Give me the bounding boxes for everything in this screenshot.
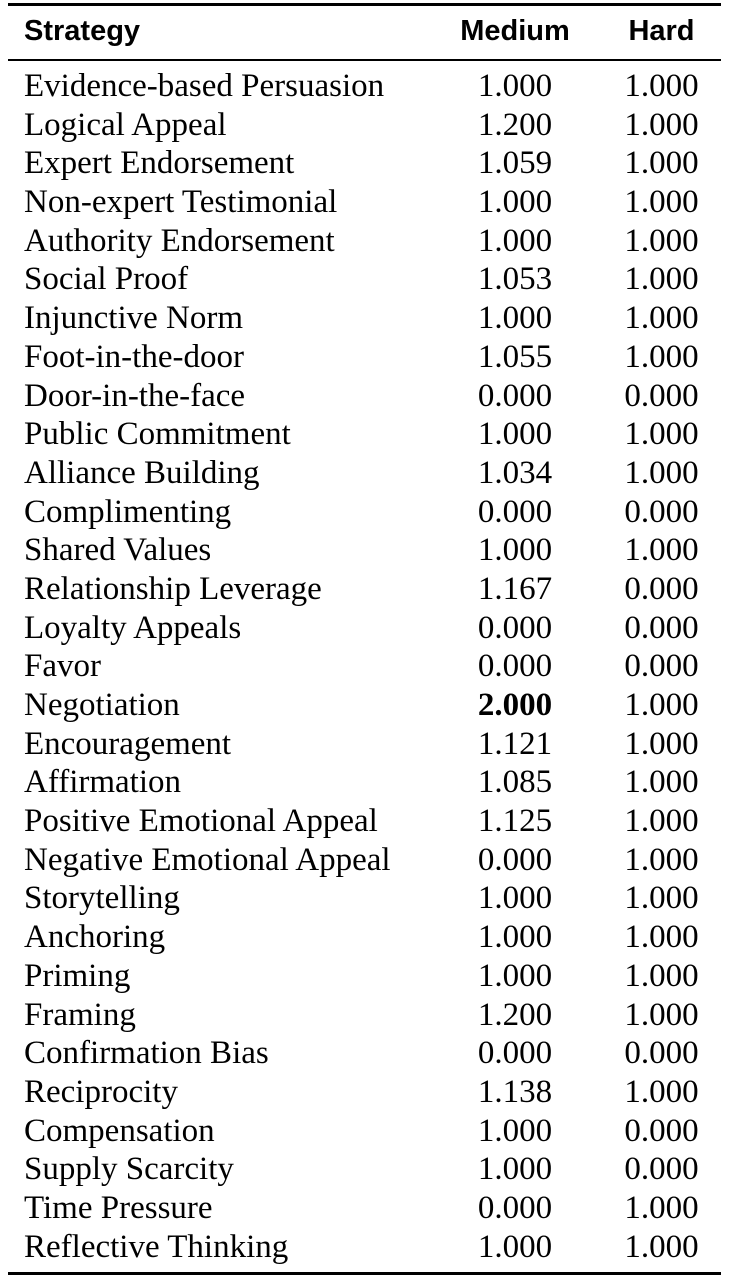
table-row: [0, 493, 729, 532]
table-row: [0, 841, 729, 880]
cell-medium: 1.125: [477, 803, 553, 840]
cell-hard: 1.000: [624, 725, 699, 762]
table-body: [0, 67, 729, 1266]
cell-medium: 0.000: [477, 841, 553, 878]
header-hard: Hard: [628, 15, 695, 47]
table-row: [0, 1034, 729, 1073]
cell-medium: 0.000: [477, 377, 553, 414]
cell-hard: 1.000: [624, 145, 699, 182]
table-header-rule: [8, 59, 721, 61]
cell-strategy: Confirmation Bias: [24, 1035, 269, 1072]
cell-medium: 1.121: [477, 725, 553, 762]
cell-strategy: Loyalty Appeals: [24, 609, 242, 646]
table-row: [0, 686, 729, 725]
cell-strategy: Door-in-the-face: [24, 377, 246, 414]
cell-medium: 0.000: [477, 493, 553, 530]
cell-hard: 1.000: [624, 416, 699, 453]
cell-medium: 1.000: [477, 1112, 553, 1149]
table-row: [0, 260, 729, 299]
table-row: [0, 570, 729, 609]
cell-strategy: Framing: [24, 996, 136, 1033]
cell-medium: 1.000: [477, 184, 553, 221]
cell-medium: 0.000: [477, 609, 553, 646]
cell-hard: 1.000: [624, 841, 699, 878]
cell-medium: 1.053: [477, 261, 553, 298]
table-row: [0, 879, 729, 918]
cell-strategy: Reciprocity: [24, 1073, 178, 1110]
cell-hard: 1.000: [624, 68, 699, 104]
cell-strategy: Non-expert Testimonial: [24, 184, 338, 221]
table-row: [0, 996, 729, 1035]
cell-hard: 0.000: [624, 1035, 699, 1072]
table-row: [0, 1073, 729, 1112]
cell-medium: 1.000: [477, 880, 553, 917]
cell-strategy: Storytelling: [24, 880, 180, 917]
cell-hard: 1.000: [624, 996, 699, 1033]
cell-hard: 1.000: [624, 919, 699, 956]
cell-medium: 0.000: [477, 1035, 553, 1072]
table-row: [0, 377, 729, 416]
cell-hard: 0.000: [624, 1112, 699, 1149]
cell-hard: 1.000: [624, 532, 699, 569]
cell-strategy: Foot-in-the-door: [24, 338, 244, 375]
table-row: [0, 106, 729, 145]
cell-hard: 1.000: [624, 261, 699, 298]
cell-hard: 0.000: [624, 570, 699, 607]
cell-strategy: Compensation: [24, 1112, 215, 1149]
cell-hard: 1.000: [624, 338, 699, 375]
cell-strategy: Positive Emotional Appeal: [24, 803, 378, 840]
cell-strategy: Expert Endorsement: [24, 145, 295, 182]
header-medium: Medium: [460, 15, 570, 47]
cell-medium: 2.000: [477, 687, 553, 723]
cell-hard: 1.000: [624, 454, 699, 491]
cell-hard: 0.000: [624, 377, 699, 414]
table-row: [0, 725, 729, 764]
table-row: [0, 144, 729, 183]
cell-hard: 1.000: [624, 1189, 699, 1226]
cell-hard: 1.000: [624, 1073, 699, 1110]
cell-medium: 1.200: [477, 106, 553, 143]
table-row: [0, 299, 729, 338]
table-row: [0, 957, 729, 996]
table-row: [0, 609, 729, 648]
table-row: [0, 647, 729, 686]
cell-strategy: Priming: [24, 957, 131, 994]
table-row: [0, 1189, 729, 1228]
table-row: [0, 222, 729, 261]
cell-hard: 1.000: [624, 106, 699, 143]
table-row: [0, 531, 729, 570]
cell-strategy: Affirmation: [24, 764, 182, 801]
cell-strategy: Injunctive Norm: [24, 300, 244, 337]
cell-medium: 1.059: [477, 145, 553, 182]
cell-medium: 1.085: [477, 764, 553, 801]
table-row: [0, 183, 729, 222]
cell-medium: 1.167: [477, 570, 553, 607]
table-row: [0, 763, 729, 802]
table-row: [0, 1150, 729, 1189]
cell-medium: 1.000: [477, 222, 553, 259]
table-row: [0, 415, 729, 454]
cell-medium: 1.000: [477, 532, 553, 569]
table-row: [0, 454, 729, 493]
cell-hard: 0.000: [624, 493, 699, 530]
cell-medium: 1.000: [477, 919, 553, 956]
cell-hard: 0.000: [624, 648, 699, 685]
table-row: [0, 67, 729, 106]
cell-strategy: Logical Appeal: [24, 106, 227, 143]
cell-medium: 0.000: [477, 1189, 553, 1226]
cell-strategy: Negotiation: [24, 687, 180, 723]
table-row: [0, 1228, 729, 1267]
cell-hard: 0.000: [624, 1151, 699, 1188]
cell-hard: 1.000: [624, 880, 699, 917]
cell-strategy: Evidence-based Persuasion: [24, 68, 385, 104]
cell-strategy: Favor: [24, 648, 101, 685]
cell-medium: 1.055: [477, 338, 553, 375]
cell-strategy: Supply Scarcity: [24, 1151, 234, 1188]
cell-hard: 1.000: [624, 764, 699, 801]
cell-strategy: Social Proof: [24, 261, 189, 298]
cell-strategy: Relationship Leverage: [24, 570, 322, 607]
table-header-row: [0, 8, 729, 54]
cell-strategy: Alliance Building: [24, 454, 260, 491]
cell-strategy: Public Commitment: [24, 416, 291, 453]
cell-strategy: Encouragement: [24, 725, 232, 762]
cell-medium: 1.138: [477, 1073, 553, 1110]
cell-hard: 1.000: [624, 803, 699, 840]
cell-hard: 1.000: [624, 184, 699, 221]
table-top-rule: [8, 3, 721, 6]
cell-strategy: Authority Endorsement: [24, 222, 335, 259]
cell-hard: 1.000: [624, 300, 699, 337]
cell-medium: 1.034: [477, 454, 553, 491]
cell-hard: 0.000: [624, 609, 699, 646]
cell-medium: 1.000: [477, 68, 553, 104]
cell-hard: 1.000: [624, 687, 699, 723]
cell-strategy: Shared Values: [24, 532, 212, 569]
cell-medium: 1.000: [477, 300, 553, 337]
cell-medium: 1.000: [477, 957, 553, 994]
cell-strategy: Time Pressure: [24, 1189, 213, 1226]
cell-medium: 0.000: [477, 648, 553, 685]
cell-hard: 1.000: [624, 222, 699, 259]
cell-hard: 1.000: [624, 1228, 699, 1265]
table-row: [0, 802, 729, 841]
table-row: [0, 918, 729, 957]
cell-hard: 1.000: [624, 957, 699, 994]
cell-medium: 1.200: [477, 996, 553, 1033]
cell-medium: 1.000: [477, 1228, 553, 1265]
cell-strategy: Complimenting: [24, 493, 232, 530]
cell-strategy: Reflective Thinking: [24, 1228, 289, 1265]
cell-strategy: Anchoring: [24, 919, 166, 956]
cell-strategy: Negative Emotional Appeal: [24, 841, 391, 878]
table-bottom-rule: [8, 1272, 721, 1275]
header-strategy: Strategy: [24, 15, 141, 47]
table-row: [0, 338, 729, 377]
cell-medium: 1.000: [477, 416, 553, 453]
cell-medium: 1.000: [477, 1151, 553, 1188]
table-row: [0, 1112, 729, 1151]
